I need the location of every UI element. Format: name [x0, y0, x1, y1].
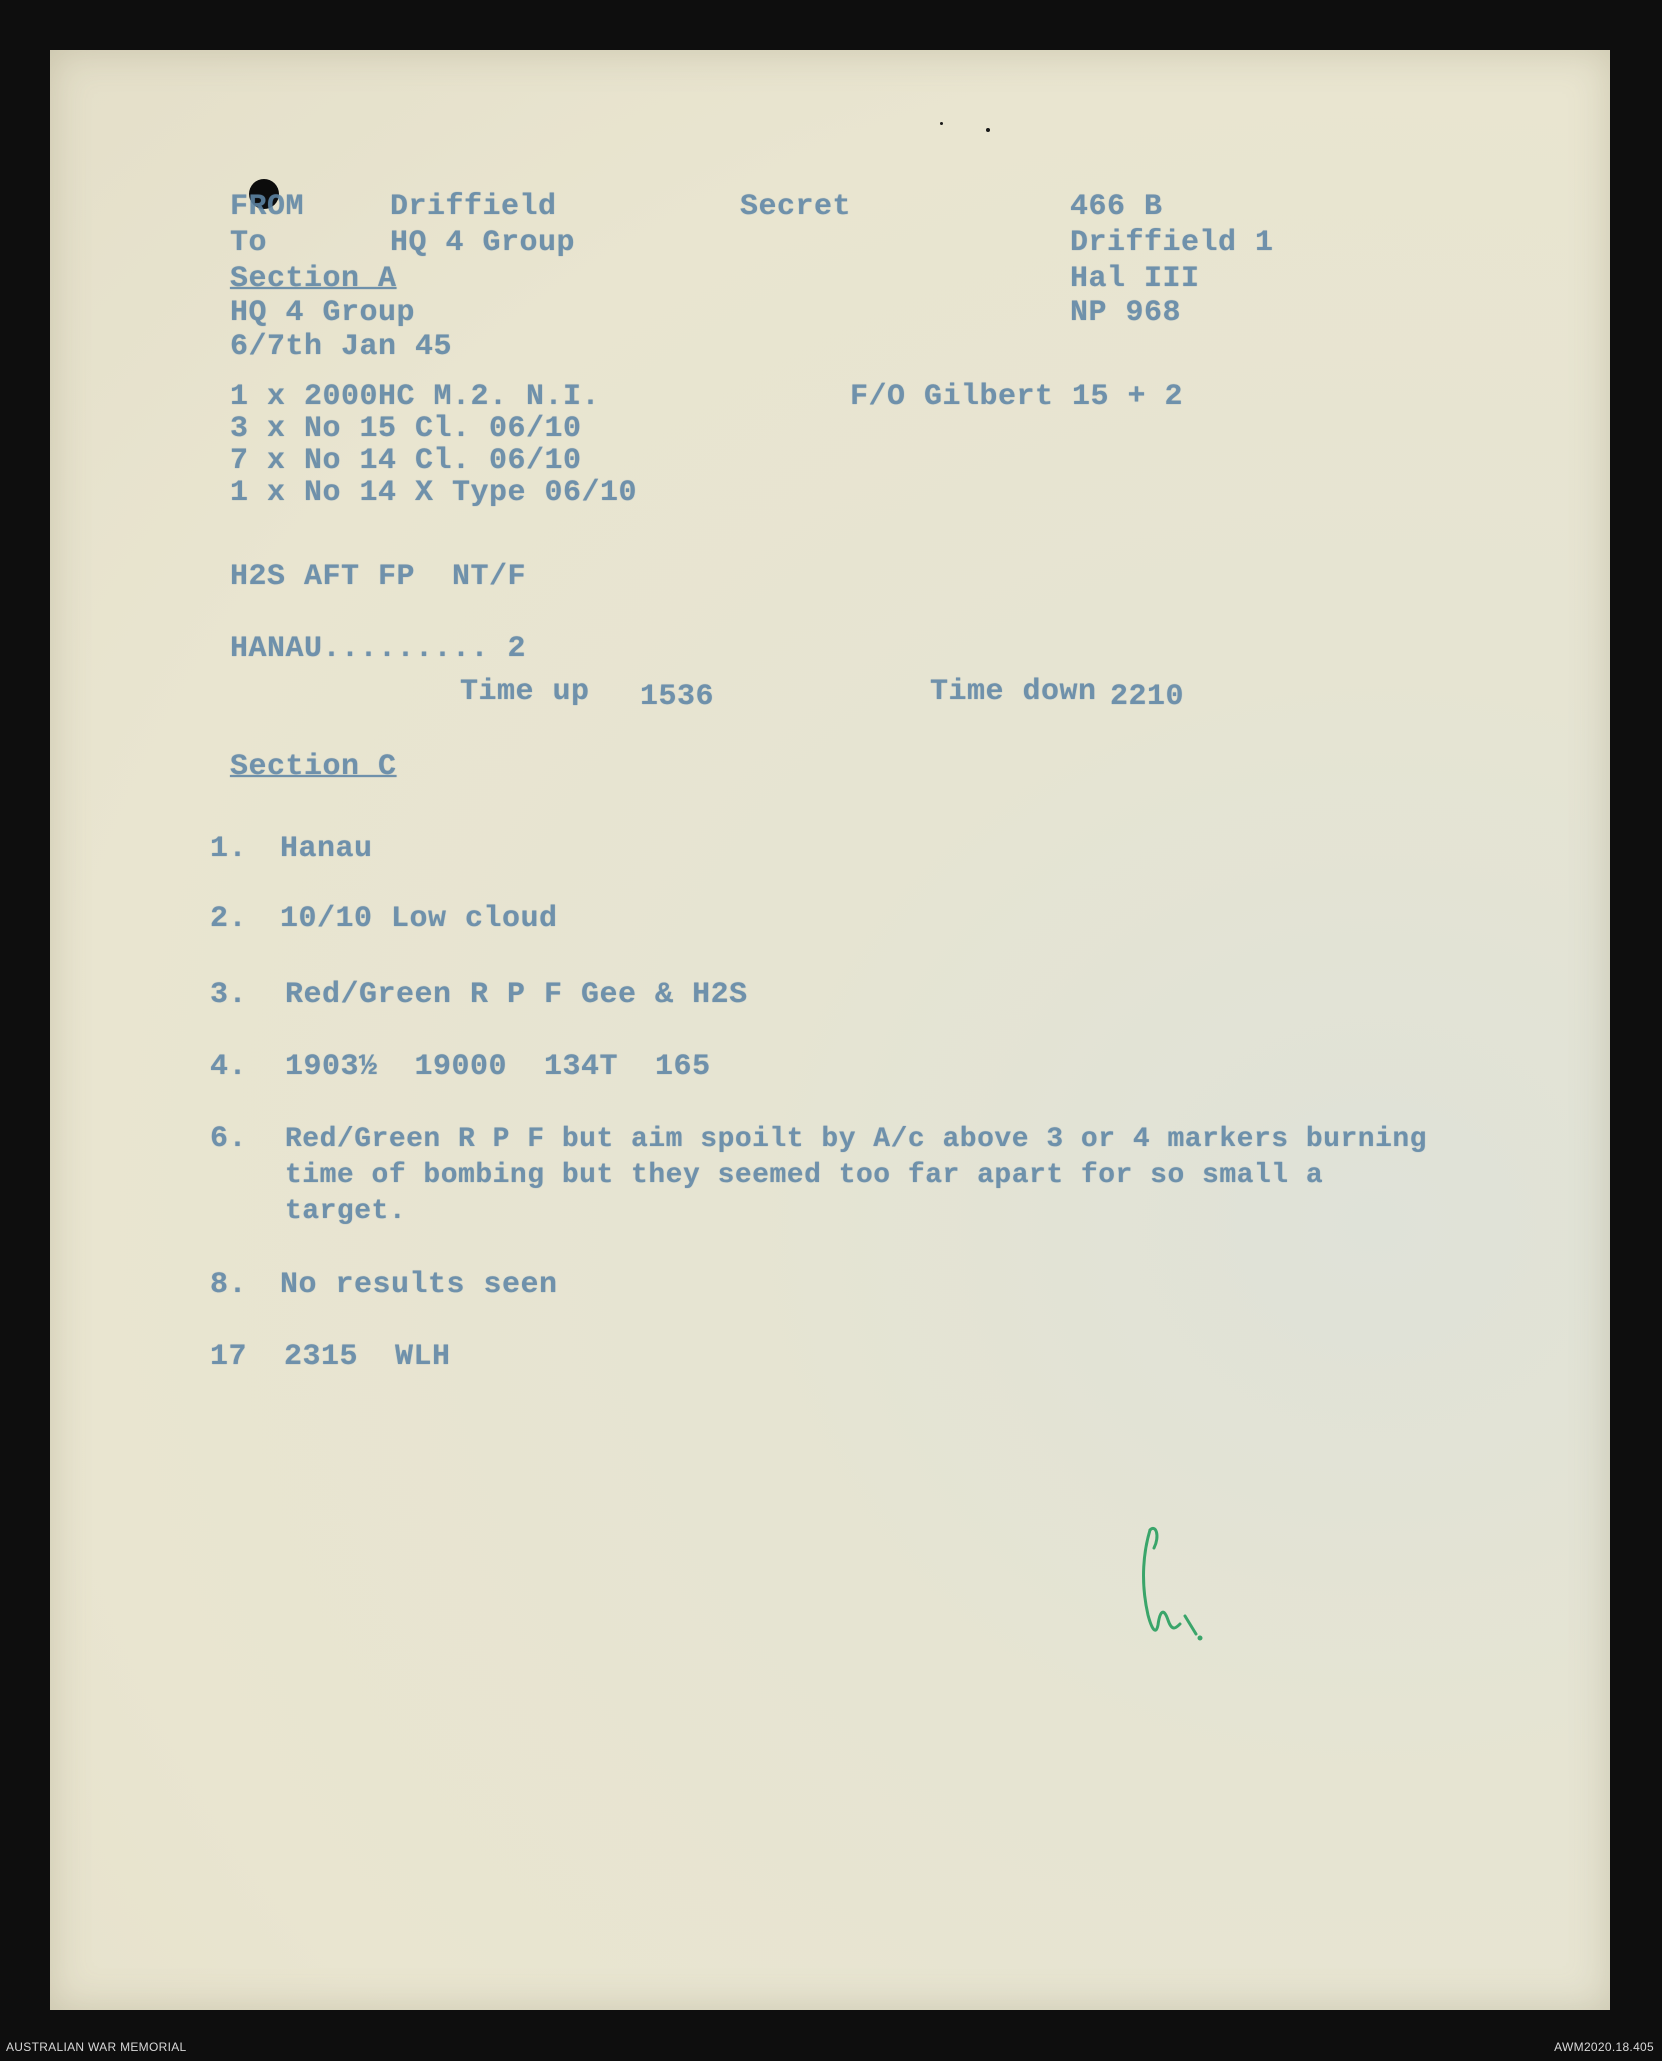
- item-number: 2.: [210, 902, 248, 936]
- item-number: 1.: [210, 832, 248, 866]
- classification: Secret: [740, 190, 852, 224]
- closing-line: 17 2315 WLH: [210, 1340, 451, 1374]
- bomb-load-line: 1 x 2000HC M.2. N.I.: [230, 380, 601, 414]
- target-line: HANAU......... 2: [230, 632, 527, 666]
- section-a-title: Section A: [230, 262, 397, 296]
- item-text-multiline: Red/Green R P F but aim spoilt by A/c above 3 or 4 markers burning time of bombing but they seemed too far apart for so small a target.: [285, 1124, 1427, 1227]
- footer-catalog-id: AWM2020.18.405: [1554, 2040, 1654, 2054]
- operation-date: 6/7th Jan 45: [230, 330, 453, 364]
- pilot-line: F/O Gilbert 15 + 2: [850, 380, 1184, 414]
- item-text: 1903½ 19000 134T 165: [285, 1050, 711, 1084]
- document-page: [50, 50, 1610, 2010]
- bomb-load-line: 3 x No 15 Cl. 06/10: [230, 412, 582, 446]
- from-value: Driffield: [390, 190, 557, 224]
- time-down-value: 2210: [1110, 680, 1185, 714]
- item-text: Red/Green R P F Gee & H2S: [285, 978, 748, 1012]
- time-up-label: Time up: [460, 675, 590, 709]
- item-number: 4.: [210, 1050, 248, 1084]
- speck: [986, 128, 990, 132]
- item-text: 10/10 Low cloud: [280, 902, 558, 936]
- bomb-load-line: 1 x No 14 X Type 06/10: [230, 476, 638, 510]
- item-text: No results seen: [280, 1268, 558, 1302]
- footer-institution: AUSTRALIAN WAR MEMORIAL: [6, 2040, 187, 2054]
- time-up-value: 1536: [640, 680, 715, 714]
- bomb-load-line: 7 x No 14 Cl. 06/10: [230, 444, 582, 478]
- reference-number: 466 B: [1070, 190, 1163, 224]
- equipment-line: H2S AFT FP NT/F: [230, 560, 527, 594]
- speck: [940, 122, 943, 125]
- section-c-title: Section C: [230, 750, 397, 784]
- section-a-addressee: HQ 4 Group: [230, 296, 416, 330]
- item-number: 3.: [210, 978, 248, 1012]
- to-value: HQ 4 Group: [390, 226, 576, 260]
- item-number: 8.: [210, 1268, 248, 1302]
- station-line: Driffield 1: [1070, 226, 1274, 260]
- item-text: Hanau: [280, 832, 373, 866]
- signature-initials: [1130, 1520, 1220, 1660]
- from-label: FROM: [230, 190, 305, 224]
- item-number: 6.: [210, 1122, 248, 1156]
- time-down-label: Time down: [930, 675, 1097, 709]
- aircraft-serial: NP 968: [1070, 296, 1182, 330]
- to-label: To: [230, 226, 268, 260]
- aircraft-type: Hal III: [1070, 262, 1200, 296]
